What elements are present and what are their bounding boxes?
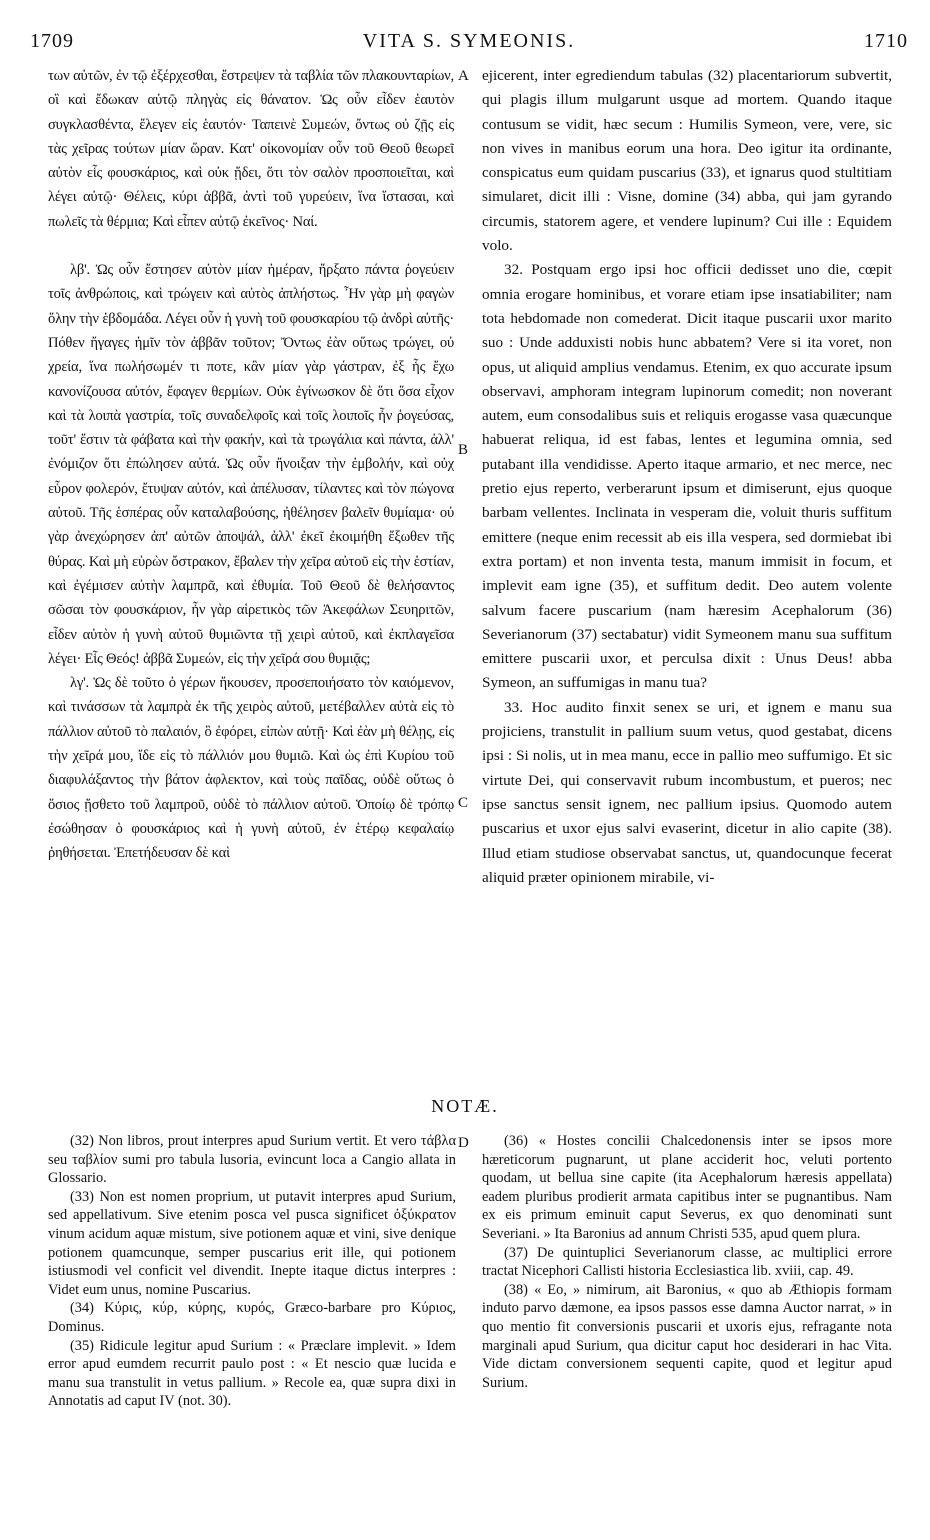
note-32: (32) Non libros, prout interpres apud Surium vertit. Et vero τάβλα seu ταβλίον sumi pro tabula lusoria, evincunt loca a Cangio allata in Glossario. — [48, 1133, 456, 1187]
note-33: (33) Non est nomen proprium, ut putavit interpres apud Surium, sed appellativum. Sive etenim posca vel pusca significet ὀξύκρατον vinum acidum aquæ mistum, sive potionem aquæ et vini, sive denique potionem quamcunque, semper puscarius erit ille, qui potionem istiusmodi vel conficit vel divendit. Inepte itaque dictus interpres : Videt eum unus, nomine Puscarius. — [48, 1188, 456, 1298]
latin-paragraph-2: 32. Postquam ergo ipsi hoc officii dedisset uno die, cœpit omnia erogare hominibus, et vorare etiam ipse insatiabiliter; nam tota hebdomade non comederat. Dicit itaque puscarii uxor marito suo : Unde adduxisti nobis hunc abbatem? Vere si ita voret, non opus, ut aliquid amplius vendamus. Etenim, ex quo accurate ipsum observavi, amphoram integram lupinorum comedit; non noverant autem, eum consodalibus suis et reliquis erogasse vasa quæcunque habuerat reliqua, id est fabas, lentes et legumina omnia, sed putabant illa vendidisse. Aperto itaque armario, et nec merce, nec pretio ejus reperto, verberarunt ipsum et dimiserunt, ejus quoque barbam vellentes. Inclinata in vesperam die, voluit thuris suffitum emittere (neque enim recessit ab eis illa vespera, sed dormiebat ibi extra portam) et non inventa testa, manum immisit in focum, et implevit eam igne (35), et suffitum dedit. Deo autem volente salvum facere puscarium (nam hæresim Acephalorum (36) Severianorum (37) sectabatur) vidit Symeonem manu sua suffitum emittere puscarii uxor, et perculsa dixit : Unus Deus! abba Symeon, an suffumigas in manu tua? — [482, 261, 892, 692]
note-34: (34) Κύρις, κύρ, κύρης, κυρός, Græco-barbare pro Κύριος, Dominus. — [48, 1300, 456, 1335]
greek-paragraph-2: λβ'. Ὡς οὖν ἔστησεν αὐτὸν μίαν ἡμέραν, ἤρξατο πάντα ῥογεύειν τοῖς ἀνθρώποις, καὶ τρώγειν καὶ αὐτὸς ἀπλήστως. Ἦν γὰρ μὴ φαγὼν ὅλην τὴν ἑβδομάδα. Λέγει οὖν ἡ γυνὴ τοῦ φουσκαρίου τῷ ἀνδρὶ αὐτῆς· Πόθεν ἤγαγες ἡμῖν τὸν ἀββᾶν τοῦτον; Ὄντως ἐὰν οὕτως τρώγει, οὐ χρεία, ἵνα πωλήσωμέν τι ποτε, κἂν μίαν γὰρ γάστραν, ἐξ ἧς ἔχω κανονίζουσα αὐτόν, ἔφαγεν θερμίων. Οὐκ ἐγίνωσκον δὲ ὅτι ὅσα εἶχον καὶ τὰ λοιπὰ γαστρία, τοῖς συναδελφοῖς καὶ τοῖς λοιποῖς ἦν ῥογεύσας, τοῦτ' ἔστιν τὰ φάβατα καὶ τὴν φακήν, καὶ τὰ τρωγάλια καὶ πάντα, ἀλλ' ἐνόμιζον ὅτι ἐπώλησεν αὐτά. Ὡς οὖν ἤνοιξαν τὴν ἐμβολήν, καὶ οὐχ εὗρον φολερόν, ἔτυψαν αὐτόν, καὶ ἀπέλυσαν, τίλαντες καὶ τὸν πώγονα αὐτοῦ. Τῆς ἑσπέρας οὖν καταλαβούσης, ἠθέλησεν βαλεῖν θυμίαμα· οὐ γὰρ ἀνεχώρησεν ἀπ' αὐτῶν ἀποψάλ, ἀλλ' ἐκεῖ ἐκοιμήθη ἔξωθεν τῆς θύρας. Καὶ μὴ εὑρὼν ὄστρακον, ἔβαλεν τὴν χεῖρα αὐτοῦ εἰς τὴν ἑστίαν, καὶ ἐγέμισεν αὐτὴν λαμπρᾶ, καὶ ἐθυμία. Τοῦ Θεοῦ δὲ θελήσαντος σῶσαι τὸν φουσκάριον, ἦν γὰρ αἱρετικὸς τῶν Ἀκεφάλων Σευηριτῶν, εἶδεν αὐτὸν ἡ γυνὴ αὐτοῦ θυμιῶντα τῇ χειρὶ αὐτοῦ, καὶ ἐκπλαγεῖσα λέγει· Εἷς Θεός! ἀββᾶ Συμεών, εἰς τὴν χεῖρά σου θυμιᾷς; — [48, 262, 454, 667]
margin-mark-c: C — [458, 795, 469, 811]
page-number-left: 1709 — [30, 30, 74, 52]
running-title: VITA S. SYMEONIS. — [362, 30, 576, 52]
running-header — [30, 30, 908, 60]
notes-left-column — [48, 1132, 456, 1411]
note-37: (37) De quintuplici Severianorum classe, ac multiplici errore tractat Nicephori Callisti historia Ecclesiastica lib. xviii, cap. 49. — [482, 1244, 892, 1280]
note-35: (35) Ridicule legitur apud Surium : « Præclare implevit. » Idem error apud eumdem recurrit paulo post : « Et nescio quæ lucida e manu sua transtulit in vetus pallium. » Recole ea, quæ supra dixi in Annotatis ad caput IV (not. 30). — [48, 1337, 456, 1410]
greek-paragraph-1: των αὐτῶν, ἐν τῷ ἐξέρχεσθαι, ἔστρεψεν τὰ ταβλία τῶν πλακουνταρίων, οἳ καὶ ἔδωκαν αὐτῷ πληγὰς εἰς θάνατον. Ὡς οὖν εἶδεν ἑαυτὸν συγκλασθέντα, ἔλεγεν εἰς ἑαυτόν· Ταπεινὲ Συμεών, ὄντως οὐ ζῇς εἰς τὰς χεῖρας τούτων μίαν ὥραν. Κατ' οἰκονομίαν οὖν τοῦ Θεοῦ θεωρεῖ αὐτὸν εἷς φουσκάριος, καὶ οὐκ ᾔδει, ὅτι τὸν σαλὸν προσποιεῖται, καὶ λέγει αὐτῷ· Θέλεις, κύρι ἀββᾶ, ἀντὶ τοῦ γυρεύειν, ἵνα ἵστασαι, καὶ πωλεῖς τὰ θέρμια; Καὶ εἶπεν αὐτῷ ἐκεῖνος· Ναί. — [48, 68, 454, 230]
margin-mark-d: D — [458, 1135, 469, 1151]
page-number-right: 1710 — [864, 30, 908, 52]
margin-mark-a: A — [458, 68, 469, 84]
notes-heading: NOTÆ. — [431, 1096, 499, 1116]
latin-paragraph-3: 33. Hoc audito finxit senex se uri, et ignem e manu sua projiciens, transtulit in pallium suum vetus, quod gestabat, dicens ipsi : Si nolis, ut in mea manu, ecce in pallio meo suffumigo. Et sic virtute Dei, qui conservavit rubum incombustum, et pueros; nec ipse sanctus sensit ignem, nec pallium ipsius. Quomodo autem puscarius et uxor ejus salvi evaserint, dicetur in alio capite (38). Illud etiam studiose observabat sanctus, ut, quandocunque fecerat aliquid præter opinionem mirabile, vi- — [482, 698, 892, 886]
greek-column — [48, 64, 454, 866]
latin-column — [482, 64, 892, 890]
notes-right-column — [482, 1132, 892, 1392]
note-36: (36) « Hostes concilii Chalcedonensis inter se ipsos more hæreticorum pugnarunt, ut plane acciderit hoc, veluti portento quodam, ut bellua sine capite (ita Acephalorum hæresis appellata) eadem pluribus prodierit armata capitibus inter se pugnantibus. Nam ex eis primum eminuit caput Severus, ex quo denominati sunt Severiani. » Ita Baronius ad annum Christi 535, apud quem plura. — [482, 1133, 892, 1242]
latin-paragraph-1: ejicerent, inter egrediendum tabulas (32) placentariorum subvertit, qui plagis illum mulgarunt usque ad mortem. Quando itaque contusum se vidit, hæc secum : Humilis Symeon, vere, vere, sic non vives in manibus eorum una hora. Deo igitur ita ordinante, conspicatus eum quidam puscarius (33), et ignarus quod stultitiam simularet, dicit illi : Visne, domine (34) abba, qui jam gyrando circumis, statorem agere, et vendere lupinum? Cui ille : Equidem volo. — [482, 67, 892, 255]
note-38: (38) « Eo, » nimirum, ait Baronius, « quo ab Æthiopis formam induto parvo dæmone, ea ipsos passos esse damna Auctor narrat, » in quo mentio fit conversionis puscarii et uxoris ejus, refragante nota marginali apud Surium, qua dicitur caput hoc desiderari in hac Vita. Vide dictam conversionem sequenti capite, quod et legitur apud Surium. — [482, 1281, 892, 1391]
greek-paragraph-3: λγ'. Ὡς δὲ τοῦτο ὁ γέρων ἤκουσεν, προσεποιήσατο τὸν καιόμενον, καὶ τινάσσων τὰ λαμπρὰ ἐκ τῆς χειρὸς αὐτοῦ, μετέβαλλεν αὐτὰ εἰς τὸ πάλλιον αὐτοῦ τὸ παλαιόν, ὃ ἐφόρει, εἰπὼν αὐτῇ· Καὶ ἐὰν μὴ θέλῃς, εἰς τὴν χεῖρά μου, ἴδε εἰς τὸ πάλλιόν μου θυμιῶ. Καὶ ὡς ἐπὶ Κυρίου τοῦ διαφυλάξαντος τὴν βάτον ἀφλεκτον, καὶ τοὺς παῖδας, οὐδὲ οὕτως ὁ ὅσιος ᾔσθετο τοῦ λαμπροῦ, οὐδὲ τὸ πάλλιον αὐτοῦ. Ὁποίῳ δὲ τρόπῳ ἐσώθησαν ὁ φουσκάριος καὶ ἡ γυνὴ αὐτοῦ, ἐν ἑτέρῳ κεφαλαίῳ ῥηθήσεται. Ἐπετήδευσαν δὲ καὶ — [48, 675, 454, 862]
margin-mark-b: B — [458, 442, 469, 458]
